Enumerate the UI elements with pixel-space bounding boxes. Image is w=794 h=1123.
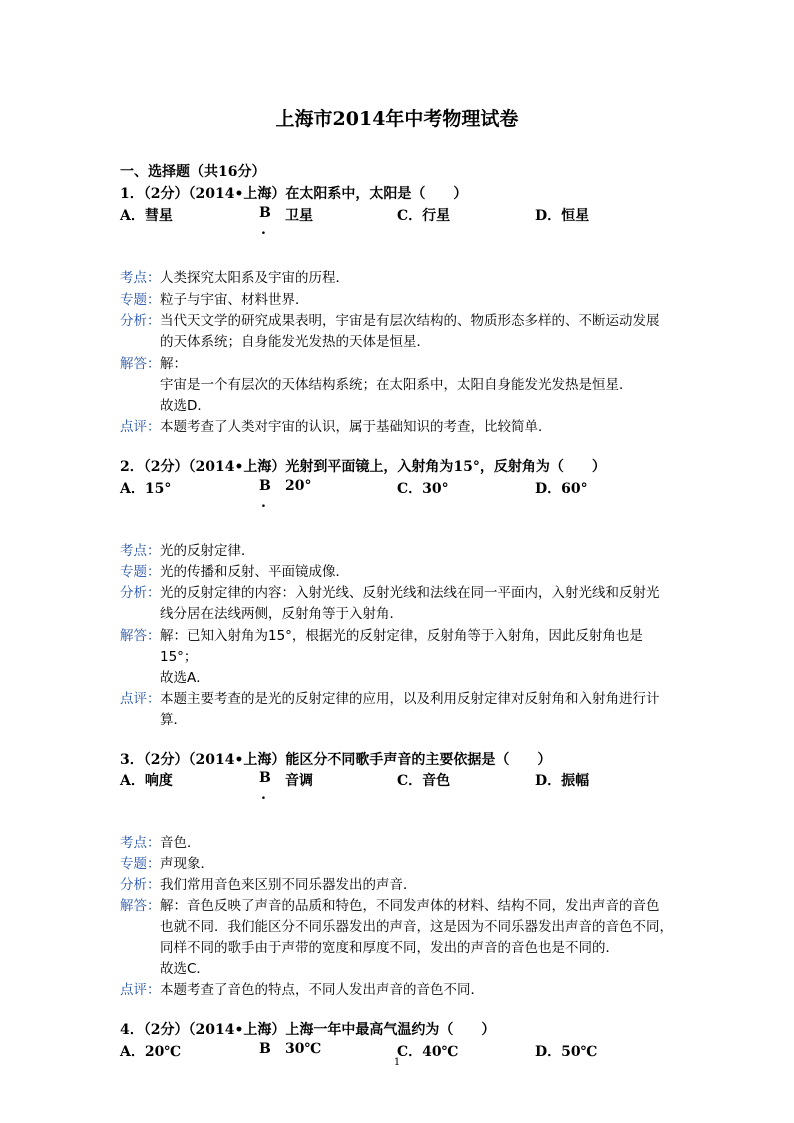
q2-kaodian-label: 考点： bbox=[120, 543, 161, 559]
q2-fenxi-line-1: 光的反射定律的内容：入射光线、反射光线和法线在同一平面内，入射光线和反射光 bbox=[160, 585, 660, 601]
q1-jieda-line-2: 宇宙是一个有层次的天体结构系统；在太阳系中，太阳自身能发光发热是恒星． bbox=[160, 377, 633, 393]
q3-option-b: 音调 bbox=[285, 773, 313, 789]
q2-option-a: A．15° bbox=[120, 481, 172, 497]
q3-option-b-dot: . bbox=[261, 787, 266, 803]
q3-fenxi: 我们常用音色来区别不同乐器发出的声音． bbox=[160, 877, 417, 893]
q3-kaodian: 音色． bbox=[160, 835, 201, 851]
q2-zhuanti: 光的传播和反射、平面镜成像． bbox=[160, 564, 349, 580]
q3-jieda-line-3: 同样不同的歌手由于声带的宽度和厚度不同，发出的声音的音色也是不同的． bbox=[160, 940, 619, 956]
q3-dianping: 本题考查了音色的特点，不同人发出声音的音色不同． bbox=[160, 982, 484, 998]
q2-option-c: C．30° bbox=[397, 481, 449, 497]
q1-option-b-letter: B bbox=[259, 205, 271, 221]
q4-option-b-letter: B bbox=[259, 1041, 271, 1057]
q1-dianping: 本题考查了人类对宇宙的认识，属于基础知识的考查，比较简单． bbox=[160, 419, 552, 435]
q4-option-d: D．50℃ bbox=[535, 1044, 598, 1060]
q3-option-a: A．响度 bbox=[120, 773, 173, 789]
q2-jieda-label: 解答： bbox=[120, 628, 161, 644]
q3-fenxi-label: 分析： bbox=[120, 877, 161, 893]
q1-dianping-label: 点评： bbox=[120, 419, 161, 435]
q3-dianping-label: 点评： bbox=[120, 982, 161, 998]
q2-option-b-dot: . bbox=[261, 495, 266, 511]
q1-fenxi-line-1: 当代天文学的研究成果表明，宇宙是有层次结构的、物质形态多样的、不断运动发展 bbox=[160, 313, 660, 329]
question-4-stem: 4．（2分）（2014•上海）上海一年中最高气温约为（ ） bbox=[120, 1022, 496, 1038]
question-2-stem: 2．（2分）（2014•上海）光射到平面镜上，入射角为15°，反射角为（ ） bbox=[120, 459, 606, 475]
q1-option-b: 卫星 bbox=[285, 208, 313, 224]
q4-option-b: 30℃ bbox=[285, 1041, 322, 1057]
q1-kaodian: 人类探究太阳系及宇宙的历程． bbox=[160, 270, 349, 286]
q1-option-a: A．彗星 bbox=[120, 208, 173, 224]
q1-option-c: C．行星 bbox=[397, 208, 451, 224]
q3-kaodian-label: 考点： bbox=[120, 835, 161, 851]
q1-option-b-dot: . bbox=[261, 222, 266, 238]
section-heading: 一、选择题（共16分） bbox=[120, 164, 266, 180]
q2-dianping-line-2: 算． bbox=[160, 712, 187, 728]
q2-zhuanti-label: 专题： bbox=[120, 564, 161, 580]
q2-jieda-line-2: 15°； bbox=[160, 649, 198, 665]
q2-option-b: 20° bbox=[285, 478, 312, 494]
q2-jieda-line-3: 故选A． bbox=[160, 670, 210, 686]
q1-fenxi-line-2: 的天体系统；自身能发光发热的天体是恒星． bbox=[160, 334, 430, 350]
q2-dianping-line-1: 本题主要考查的是光的反射定律的应用，以及利用反射定律对反射角和入射角进行计 bbox=[160, 691, 660, 707]
q1-option-d: D．恒星 bbox=[535, 208, 590, 224]
q3-option-c: C．音色 bbox=[397, 773, 451, 789]
q2-option-d: D．60° bbox=[535, 481, 588, 497]
q1-zhuanti: 粒子与宇宙、材料世界． bbox=[160, 292, 309, 308]
q2-dianping-label: 点评： bbox=[120, 691, 161, 707]
q3-option-b-letter: B bbox=[259, 770, 271, 786]
q1-kaodian-label: 考点： bbox=[120, 270, 161, 286]
q4-option-a: A．20℃ bbox=[120, 1044, 182, 1060]
q2-option-b-letter: B bbox=[259, 478, 271, 494]
q4-option-c: C．40℃ bbox=[397, 1044, 459, 1060]
q1-jieda-line-1: 解： bbox=[160, 356, 187, 372]
q3-jieda-line-2: 也就不同．我们能区分不同乐器发出的声音，这是因为不同乐器发出声音的音色不同， bbox=[160, 919, 673, 935]
question-3-stem: 3．（2分）（2014•上海）能区分不同歌手声音的主要依据是（ ） bbox=[120, 752, 552, 768]
page-title: 上海市2014年中考物理试卷 bbox=[275, 108, 519, 130]
q1-jieda-line-3: 故选D． bbox=[160, 398, 211, 414]
q3-zhuanti: 声现象． bbox=[160, 856, 214, 872]
q2-fenxi-line-2: 线分居在法线两侧，反射角等于入射角． bbox=[160, 606, 403, 622]
q3-jieda-line-1: 解：音色反映了声音的品质和特色，不同发声体的材料、结构不同，发出声音的音色 bbox=[160, 898, 660, 914]
q2-jieda-line-1: 解：已知入射角为15°，根据光的反射定律，反射角等于入射角，因此反射角也是 bbox=[160, 628, 643, 644]
q3-option-d: D．振幅 bbox=[535, 773, 590, 789]
q1-fenxi-label: 分析： bbox=[120, 313, 161, 329]
q3-jieda-label: 解答： bbox=[120, 898, 161, 914]
page-number: 1 bbox=[393, 1057, 401, 1068]
q3-zhuanti-label: 专题： bbox=[120, 856, 161, 872]
q1-jieda-label: 解答： bbox=[120, 356, 161, 372]
question-1-stem: 1．（2分）（2014•上海）在太阳系中，太阳是（ ） bbox=[120, 186, 468, 202]
q2-fenxi-label: 分析： bbox=[120, 585, 161, 601]
q2-kaodian: 光的反射定律． bbox=[160, 543, 255, 559]
q1-zhuanti-label: 专题： bbox=[120, 292, 161, 308]
q3-jieda-line-4: 故选C． bbox=[160, 961, 210, 977]
